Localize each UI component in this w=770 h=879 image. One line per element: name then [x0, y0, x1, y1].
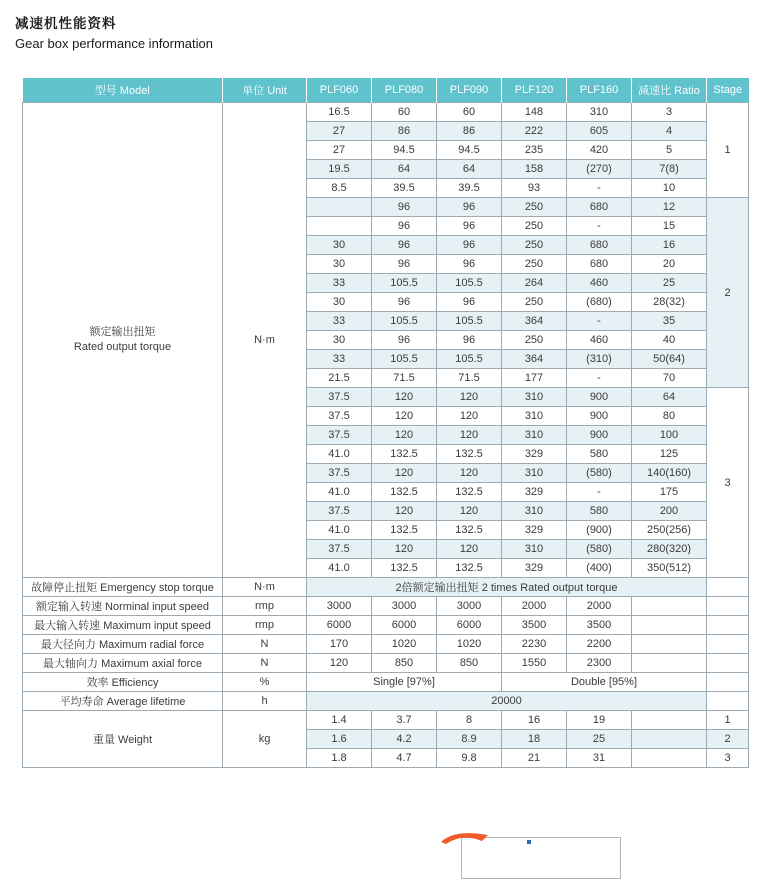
- torque-value-plf160: -: [567, 179, 632, 198]
- torque-value-plf090: 105.5: [437, 350, 502, 369]
- rated-output-torque-label-zh: 额定输出扭矩: [89, 326, 156, 338]
- torque-value-plf160: -: [567, 483, 632, 502]
- torque-value-plf090: 96: [437, 255, 502, 274]
- torque-value-plf090: 105.5: [437, 274, 502, 293]
- torque-value-plf060: 37.5: [307, 502, 372, 521]
- weight-stage-2: 2: [707, 730, 749, 749]
- weight-value-plf090: 8.9: [437, 730, 502, 749]
- gearbox-performance-table: [22, 78, 749, 768]
- row-label-efficiency: 效率 Efficiency: [23, 673, 223, 692]
- weight-value-plf080: 3.7: [372, 711, 437, 730]
- unit-nominal-input-speed: rmp: [223, 597, 307, 616]
- stage-cell-2: 2: [707, 198, 749, 388]
- torque-value-plf080: 120: [372, 407, 437, 426]
- torque-value-plf090: 64: [437, 160, 502, 179]
- torque-value-plf160: 900: [567, 426, 632, 445]
- torque-value-plf080: 120: [372, 502, 437, 521]
- torque-value-ratio: 4: [632, 122, 707, 141]
- value-maximum-input-speed-plf120: 3500: [502, 616, 567, 635]
- value-maximum-radial-force-plf090: 1020: [437, 635, 502, 654]
- unit-maximum-axial-force: N: [223, 654, 307, 673]
- torque-value-plf120: 329: [502, 521, 567, 540]
- torque-value-plf080: 64: [372, 160, 437, 179]
- value-maximum-input-speed-plf090: 6000: [437, 616, 502, 635]
- torque-value-plf080: 96: [372, 198, 437, 217]
- unit-weight: kg: [223, 711, 307, 768]
- torque-value-plf120: 329: [502, 559, 567, 578]
- torque-value-plf090: 96: [437, 331, 502, 350]
- torque-value-plf120: 250: [502, 236, 567, 255]
- torque-value-plf160: 680: [567, 255, 632, 274]
- torque-value-plf060: 41.0: [307, 445, 372, 464]
- torque-value-plf160: 460: [567, 331, 632, 350]
- weight-stage-3: 3: [707, 749, 749, 768]
- torque-value-ratio: 5: [632, 141, 707, 160]
- torque-value-plf090: 39.5: [437, 179, 502, 198]
- torque-value-plf090: 132.5: [437, 559, 502, 578]
- torque-value-plf120: 250: [502, 255, 567, 274]
- value-maximum-radial-force-plf120: 2230: [502, 635, 567, 654]
- value-nominal-input-speed-plf120: 2000: [502, 597, 567, 616]
- torque-value-plf060: 30: [307, 293, 372, 312]
- torque-value-plf090: 96: [437, 198, 502, 217]
- torque-value-plf120: 250: [502, 331, 567, 350]
- torque-value-plf090: 71.5: [437, 369, 502, 388]
- torque-value-plf080: 120: [372, 540, 437, 559]
- torque-value-ratio: 10: [632, 179, 707, 198]
- torque-value-plf160: 900: [567, 388, 632, 407]
- stage-empty-maximum-axial-force: [707, 654, 749, 673]
- torque-value-plf160: 900: [567, 407, 632, 426]
- torque-value-plf060: [307, 198, 372, 217]
- torque-value-ratio: 25: [632, 274, 707, 293]
- weight-value-plf080: 4.2: [372, 730, 437, 749]
- stage-empty-nominal-input-speed: [707, 597, 749, 616]
- weight-value-plf120: 21: [502, 749, 567, 768]
- torque-value-plf120: 364: [502, 312, 567, 331]
- torque-value-plf060: 41.0: [307, 521, 372, 540]
- torque-value-plf090: 120: [437, 407, 502, 426]
- torque-value-plf080: 105.5: [372, 312, 437, 331]
- value-efficiency-double: Double [95%]: [502, 673, 707, 692]
- torque-value-ratio: 50(64): [632, 350, 707, 369]
- torque-value-ratio: 175: [632, 483, 707, 502]
- torque-value-plf060: 37.5: [307, 540, 372, 559]
- torque-value-ratio: 40: [632, 331, 707, 350]
- row-label-emergency-stop-torque: 故障停止扭矩 Emergency stop torque: [23, 578, 223, 597]
- torque-value-ratio: 35: [632, 312, 707, 331]
- torque-value-plf090: 120: [437, 464, 502, 483]
- value-maximum-axial-force-plf120: 1550: [502, 654, 567, 673]
- footer-logo-swoosh-icon: [438, 828, 494, 845]
- footer-logo-letter-fragment: [527, 840, 531, 844]
- torque-value-plf160: 680: [567, 236, 632, 255]
- torque-value-plf090: 120: [437, 502, 502, 521]
- unit-average-lifetime: h: [223, 692, 307, 711]
- weight-value-plf160: 31: [567, 749, 632, 768]
- value-nominal-input-speed-plf060: 3000: [307, 597, 372, 616]
- torque-value-plf060: 37.5: [307, 407, 372, 426]
- torque-value-plf160: 310: [567, 103, 632, 122]
- unit-efficiency: %: [223, 673, 307, 692]
- torque-value-plf160: 420: [567, 141, 632, 160]
- column-header-plf090: PLF090: [437, 78, 502, 103]
- torque-value-plf120: 329: [502, 445, 567, 464]
- unit-maximum-input-speed: rmp: [223, 616, 307, 635]
- torque-value-plf080: 120: [372, 464, 437, 483]
- torque-value-plf080: 71.5: [372, 369, 437, 388]
- torque-value-plf160: 460: [567, 274, 632, 293]
- torque-value-plf060: 16.5: [307, 103, 372, 122]
- torque-value-plf080: 94.5: [372, 141, 437, 160]
- column-header-stage: Stage: [707, 78, 749, 103]
- torque-value-plf090: 132.5: [437, 483, 502, 502]
- torque-value-ratio: 100: [632, 426, 707, 445]
- torque-value-plf060: 33: [307, 274, 372, 293]
- unit-rated-output-torque: N·m: [223, 103, 307, 578]
- torque-value-ratio: 12: [632, 198, 707, 217]
- weight-value-plf120: 16: [502, 711, 567, 730]
- unit-emergency-stop-torque: N·m: [223, 578, 307, 597]
- torque-value-plf160: (900): [567, 521, 632, 540]
- torque-value-plf090: 120: [437, 540, 502, 559]
- torque-value-ratio: 200: [632, 502, 707, 521]
- rated-output-torque-label-en: Rated output torque: [73, 341, 172, 353]
- torque-value-ratio: 140(160): [632, 464, 707, 483]
- stage-empty-average-lifetime: [707, 692, 749, 711]
- stage-empty-efficiency: [707, 673, 749, 692]
- value-nominal-input-speed-plf160: 2000: [567, 597, 632, 616]
- torque-value-plf060: [307, 217, 372, 236]
- torque-value-plf060: 27: [307, 122, 372, 141]
- torque-value-plf090: 94.5: [437, 141, 502, 160]
- torque-value-plf120: 222: [502, 122, 567, 141]
- torque-value-plf120: 310: [502, 502, 567, 521]
- torque-value-plf080: 132.5: [372, 483, 437, 502]
- page-title-en: Gear box performance information: [15, 36, 213, 51]
- ratio-empty-maximum-input-speed: [632, 616, 707, 635]
- stage-empty-maximum-input-speed: [707, 616, 749, 635]
- value-maximum-input-speed-plf080: 6000: [372, 616, 437, 635]
- torque-value-plf060: 27: [307, 141, 372, 160]
- weight-value-plf090: 9.8: [437, 749, 502, 768]
- torque-value-plf080: 96: [372, 236, 437, 255]
- torque-value-plf090: 60: [437, 103, 502, 122]
- ratio-empty-weight: [632, 711, 707, 730]
- torque-value-plf080: 120: [372, 426, 437, 445]
- torque-value-plf080: 132.5: [372, 521, 437, 540]
- value-average-lifetime: 20000: [307, 692, 707, 711]
- stage-cell-3: 3: [707, 388, 749, 578]
- torque-value-ratio: 28(32): [632, 293, 707, 312]
- torque-value-plf160: -: [567, 217, 632, 236]
- torque-value-plf160: 680: [567, 198, 632, 217]
- value-efficiency-single: Single [97%]: [307, 673, 502, 692]
- torque-value-ratio: 250(256): [632, 521, 707, 540]
- value-maximum-axial-force-plf160: 2300: [567, 654, 632, 673]
- torque-value-plf060: 37.5: [307, 464, 372, 483]
- torque-value-ratio: 20: [632, 255, 707, 274]
- column-header-plf160: PLF160: [567, 78, 632, 103]
- torque-value-plf120: 158: [502, 160, 567, 179]
- value-maximum-input-speed-plf060: 6000: [307, 616, 372, 635]
- stage-empty-maximum-radial-force: [707, 635, 749, 654]
- page-header: [15, 12, 213, 51]
- torque-value-plf120: 310: [502, 540, 567, 559]
- torque-value-plf060: 41.0: [307, 559, 372, 578]
- torque-value-plf090: 120: [437, 388, 502, 407]
- page-title-zh: 减速机性能资料: [15, 16, 117, 31]
- row-label-maximum-axial-force: 最大轴向力 Maximum axial force: [23, 654, 223, 673]
- value-nominal-input-speed-plf090: 3000: [437, 597, 502, 616]
- torque-value-plf120: 329: [502, 483, 567, 502]
- torque-value-plf060: 30: [307, 255, 372, 274]
- torque-value-plf080: 132.5: [372, 559, 437, 578]
- column-header-plf060: PLF060: [307, 78, 372, 103]
- torque-value-plf120: 310: [502, 464, 567, 483]
- torque-value-plf060: 21.5: [307, 369, 372, 388]
- torque-value-plf090: 132.5: [437, 521, 502, 540]
- torque-value-plf120: 177: [502, 369, 567, 388]
- torque-value-plf120: 93: [502, 179, 567, 198]
- ratio-empty-maximum-axial-force: [632, 654, 707, 673]
- row-label-rated-output-torque: [23, 103, 223, 578]
- torque-value-plf160: 605: [567, 122, 632, 141]
- torque-value-ratio: 7(8): [632, 160, 707, 179]
- torque-value-plf120: 364: [502, 350, 567, 369]
- torque-value-ratio: 3: [632, 103, 707, 122]
- torque-value-plf080: 120: [372, 388, 437, 407]
- weight-stage-1: 1: [707, 711, 749, 730]
- value-nominal-input-speed-plf080: 3000: [372, 597, 437, 616]
- column-header-ratio: 减速比 Ratio: [632, 78, 707, 103]
- torque-value-ratio: 15: [632, 217, 707, 236]
- weight-value-plf080: 4.7: [372, 749, 437, 768]
- torque-value-plf080: 105.5: [372, 274, 437, 293]
- weight-value-plf160: 25: [567, 730, 632, 749]
- stage-empty-emergency-stop-torque: [707, 578, 749, 597]
- torque-value-ratio: 280(320): [632, 540, 707, 559]
- weight-value-plf060: 1.4: [307, 711, 372, 730]
- torque-value-plf090: 105.5: [437, 312, 502, 331]
- torque-value-plf120: 310: [502, 426, 567, 445]
- torque-value-plf060: 8.5: [307, 179, 372, 198]
- torque-value-plf120: 310: [502, 388, 567, 407]
- row-label-maximum-radial-force: 最大径向力 Maximum radial force: [23, 635, 223, 654]
- torque-value-plf090: 120: [437, 426, 502, 445]
- torque-value-plf060: 33: [307, 350, 372, 369]
- row-label-weight: 重量 Weight: [23, 711, 223, 768]
- row-label-average-lifetime: 平均寿命 Average lifetime: [23, 692, 223, 711]
- column-header-plf120: PLF120: [502, 78, 567, 103]
- table-header: [23, 78, 749, 103]
- torque-value-plf090: 96: [437, 217, 502, 236]
- torque-value-plf060: 30: [307, 236, 372, 255]
- value-maximum-radial-force-plf160: 2200: [567, 635, 632, 654]
- torque-value-plf160: 580: [567, 502, 632, 521]
- torque-value-plf160: -: [567, 369, 632, 388]
- value-maximum-input-speed-plf160: 3500: [567, 616, 632, 635]
- torque-value-plf060: 37.5: [307, 388, 372, 407]
- torque-value-plf060: 33: [307, 312, 372, 331]
- torque-value-plf160: (580): [567, 464, 632, 483]
- torque-value-plf080: 105.5: [372, 350, 437, 369]
- torque-value-plf120: 235: [502, 141, 567, 160]
- torque-value-ratio: 125: [632, 445, 707, 464]
- row-label-maximum-input-speed: 最大输入转速 Maximum input speed: [23, 616, 223, 635]
- column-header-unit: 单位 Unit: [223, 78, 307, 103]
- ratio-empty-maximum-radial-force: [632, 635, 707, 654]
- torque-value-plf060: 41.0: [307, 483, 372, 502]
- row-label-nominal-input-speed: 额定输入转速 Norminal input speed: [23, 597, 223, 616]
- torque-value-plf120: 310: [502, 407, 567, 426]
- torque-value-plf060: 30: [307, 331, 372, 350]
- torque-value-plf090: 132.5: [437, 445, 502, 464]
- torque-value-plf160: (400): [567, 559, 632, 578]
- torque-value-plf060: 19.5: [307, 160, 372, 179]
- torque-value-ratio: 80: [632, 407, 707, 426]
- torque-value-plf080: 96: [372, 217, 437, 236]
- torque-value-plf080: 96: [372, 255, 437, 274]
- weight-value-plf060: 1.8: [307, 749, 372, 768]
- torque-value-plf080: 39.5: [372, 179, 437, 198]
- torque-value-plf120: 250: [502, 198, 567, 217]
- torque-value-plf160: -: [567, 312, 632, 331]
- torque-value-ratio: 70: [632, 369, 707, 388]
- value-maximum-radial-force-plf060: 170: [307, 635, 372, 654]
- torque-value-plf160: (680): [567, 293, 632, 312]
- torque-value-plf160: 580: [567, 445, 632, 464]
- torque-value-plf120: 264: [502, 274, 567, 293]
- ratio-empty-weight: [632, 730, 707, 749]
- torque-value-plf120: 250: [502, 293, 567, 312]
- torque-value-plf080: 60: [372, 103, 437, 122]
- torque-value-plf120: 250: [502, 217, 567, 236]
- value-maximum-radial-force-plf080: 1020: [372, 635, 437, 654]
- weight-value-plf160: 19: [567, 711, 632, 730]
- ratio-empty-weight: [632, 749, 707, 768]
- stage-cell-1: 1: [707, 103, 749, 198]
- torque-value-plf090: 86: [437, 122, 502, 141]
- torque-value-plf120: 148: [502, 103, 567, 122]
- weight-value-plf120: 18: [502, 730, 567, 749]
- torque-value-plf090: 96: [437, 236, 502, 255]
- value-maximum-axial-force-plf080: 850: [372, 654, 437, 673]
- unit-maximum-radial-force: N: [223, 635, 307, 654]
- torque-value-plf060: 37.5: [307, 426, 372, 445]
- torque-value-ratio: 64: [632, 388, 707, 407]
- torque-value-plf080: 96: [372, 331, 437, 350]
- torque-value-plf160: (580): [567, 540, 632, 559]
- value-maximum-axial-force-plf060: 120: [307, 654, 372, 673]
- weight-value-plf060: 1.6: [307, 730, 372, 749]
- torque-value-plf080: 132.5: [372, 445, 437, 464]
- value-maximum-axial-force-plf090: 850: [437, 654, 502, 673]
- torque-value-plf080: 96: [372, 293, 437, 312]
- column-header-plf080: PLF080: [372, 78, 437, 103]
- torque-value-ratio: 16: [632, 236, 707, 255]
- value-emergency-stop-torque: 2倍额定输出扭矩 2 times Rated output torque: [307, 578, 707, 597]
- ratio-empty-nominal-input-speed: [632, 597, 707, 616]
- torque-value-plf160: (310): [567, 350, 632, 369]
- weight-value-plf090: 8: [437, 711, 502, 730]
- torque-value-plf080: 86: [372, 122, 437, 141]
- torque-value-ratio: 350(512): [632, 559, 707, 578]
- torque-value-plf160: (270): [567, 160, 632, 179]
- torque-value-plf090: 96: [437, 293, 502, 312]
- column-header-model: 型号 Model: [23, 78, 223, 103]
